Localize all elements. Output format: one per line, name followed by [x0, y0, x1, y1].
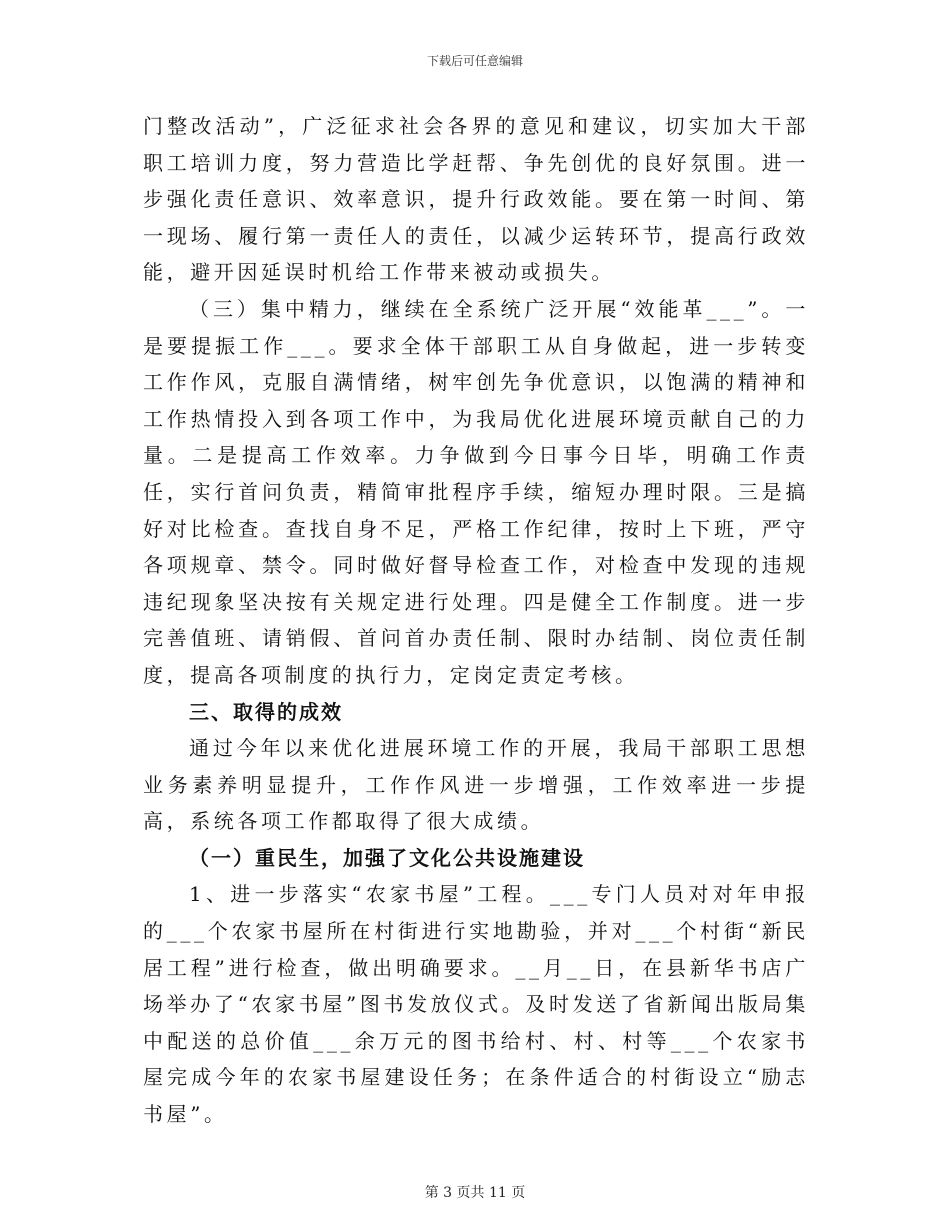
page-header: 下载后可任意编辑	[426, 54, 523, 68]
paragraph-continuation: 门整改活动”，广泛征求社会各界的意见和建议，切实加大干部职工培训力度，努力营造比学赶帮、争先创优的良好氛围。进一步强化责任意识、效率意识，提升行政效能。要在第一时间、第一现场、履行第一责任人的责任，以减少运转环节，提高行政效能，避开因延误时机给工作带来被动或损失。	[143, 114, 809, 285]
paragraph-efficiency-campaign: （三）集中精力，继续在全系统广泛开展“效能革___”。一是要提振工作___。要求全体干部职工从自身做起，进一步转变工作作风，克服自满情绪，树牢创先争优意识，以饱满的精神和工作热情投入到各项工作中，为我局优化进展环境贡献自己的力量。二是提高工作效率。力争做到今日事今日毕，明确工作责任，实行首问负责，精简审批程序手续，缩短办理时限。三是搞好对比检查。查找自身不足，严格工作纪律，按时上下班，严守各项规章、禁令。同时做好督导检查工作，对检查中发现的违规违纪现象坚决按有关规定进行处理。四是健全工作制度。进一步完善值班、请销假、首问首办责任制、限时办结制、岗位责任制度，提高各项制度的执行力，定岗定责定考核。	[143, 296, 809, 687]
page-number-footer: 第 3 页共 11 页	[424, 1185, 526, 1201]
document-body	[143, 108, 809, 1133]
subsection-heading-public-facilities: （一）重民生，加强了文化公共设施建设	[189, 845, 585, 870]
section-heading-results: 三、取得的成效	[189, 699, 343, 724]
paragraph-farm-library: 1、进一步落实“农家书屋”工程。___专门人员对对年申报的___个农家书屋所在村街进行实地勘验，并对___个村街“新民居工程”进行检查，做出明确要求。__月__日，在县新华书店广场举办了“农家书屋”图书发放仪式。及时发送了省新闻出版局集中配送的总价值___余万元的图书给村、村、村等___个农家书屋完成今年的农家书屋建设任务；在条件适合的村街设立“励志书屋”。	[143, 882, 809, 1127]
paragraph-results-summary: 通过今年以来优化进展环境工作的开展，我局干部职工思想业务素养明显提升，工作作风进一步增强，工作效率进一步提高，系统各项工作都取得了很大成绩。	[143, 736, 809, 834]
